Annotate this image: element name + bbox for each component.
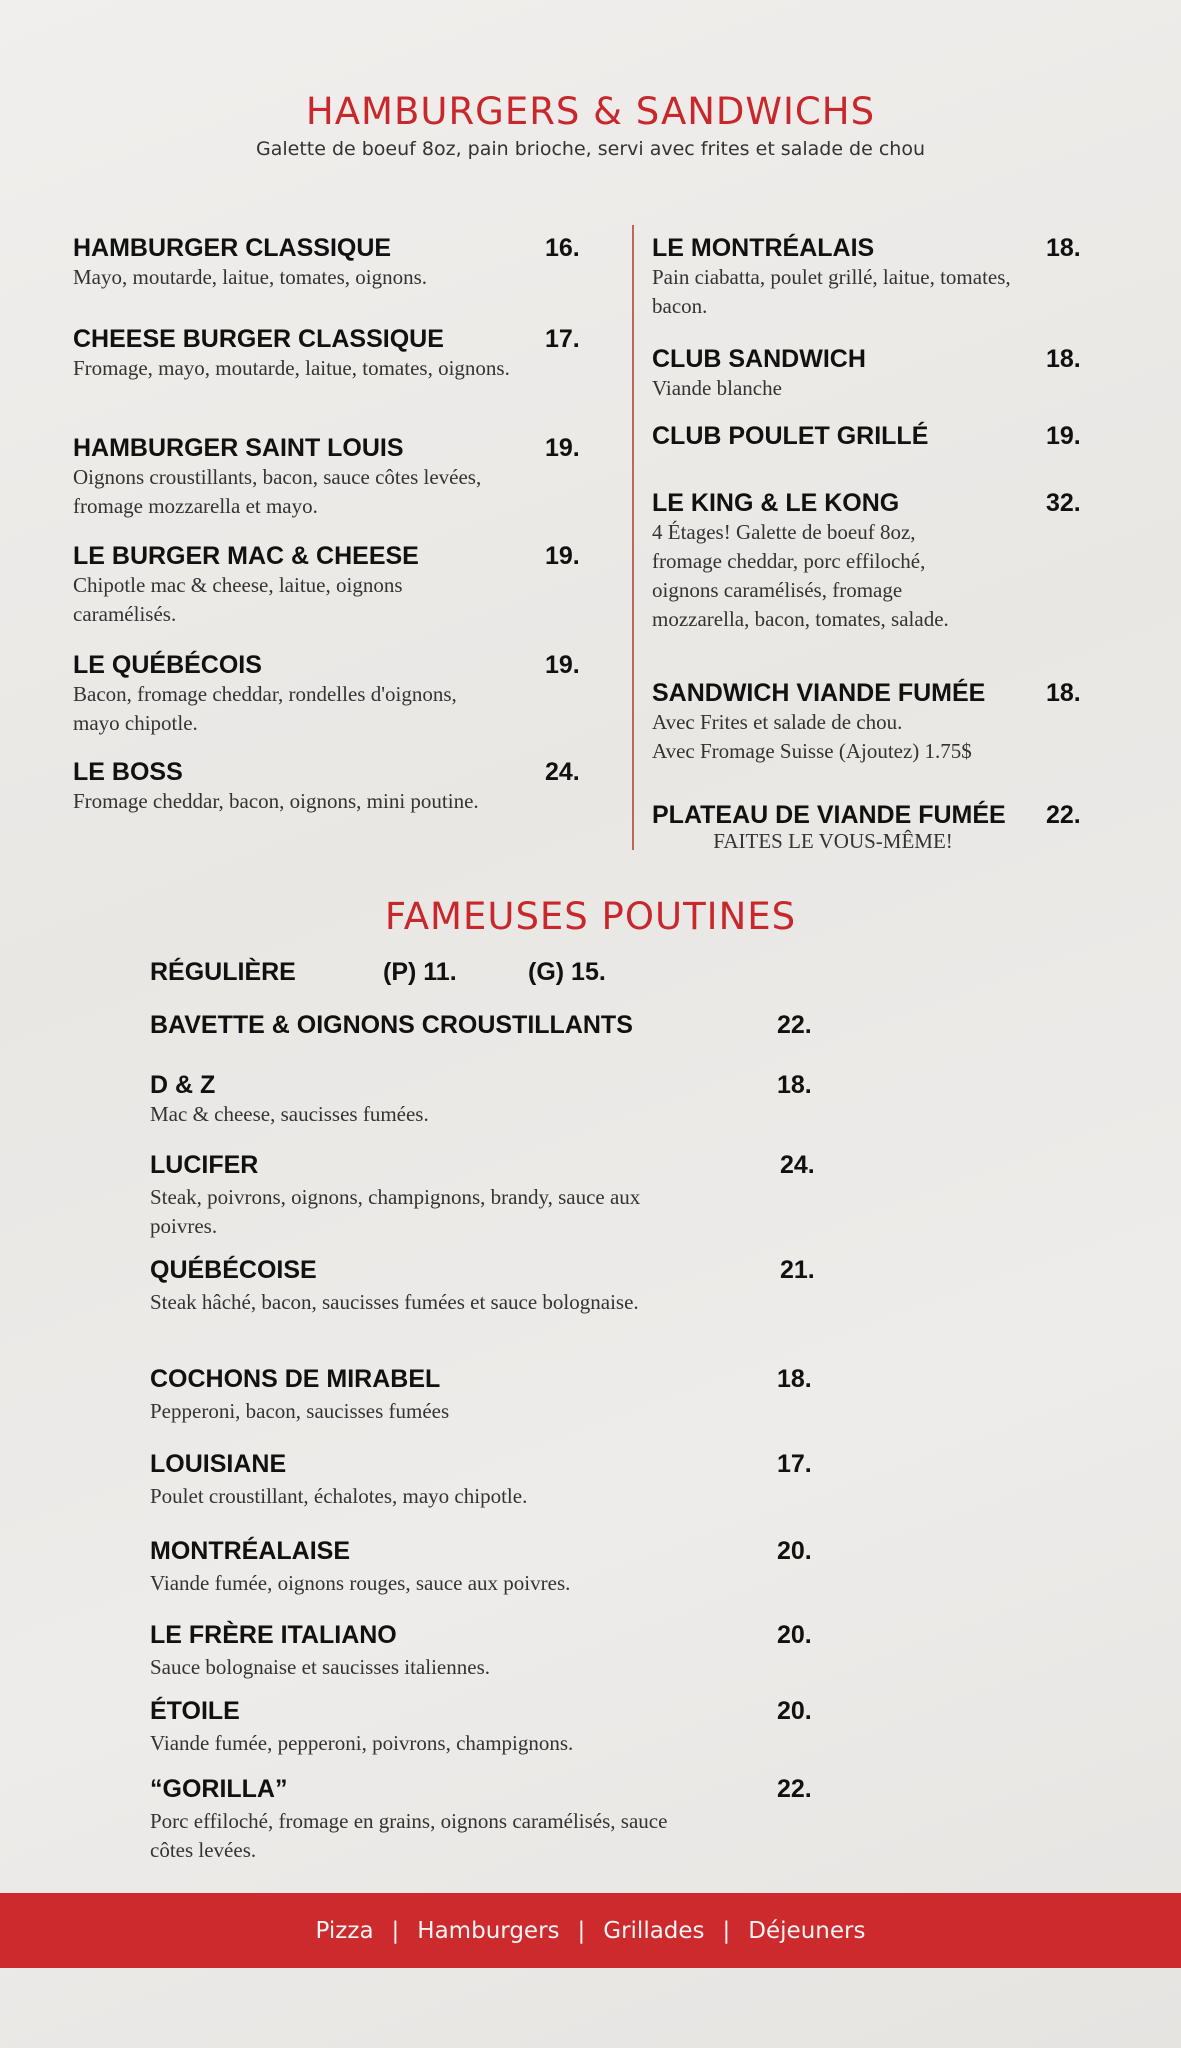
item-description: Fromage, mayo, moutarde, laitue, tomates, oignons. bbox=[73, 356, 510, 380]
menu-item-lucifer bbox=[150, 1150, 850, 1241]
item-description-extra: Avec Fromage Suisse (Ajoutez) 1.75$ bbox=[652, 739, 972, 763]
menu-item-montrealaise bbox=[150, 1536, 850, 1598]
item-description: Mac & cheese, saucisses fumées. bbox=[150, 1102, 429, 1126]
item-description: Mayo, moutarde, laitue, tomates, oignons. bbox=[73, 265, 428, 289]
item-name: LE MONTRÉALAIS bbox=[652, 234, 875, 262]
item-name: LE KING & LE KONG bbox=[652, 489, 900, 517]
item-price: 24. bbox=[780, 1151, 815, 1179]
menu-item-le-frere-italiano bbox=[150, 1620, 850, 1682]
item-name: COCHONS DE MIRABEL bbox=[150, 1365, 441, 1393]
item-price: 24. bbox=[545, 758, 580, 786]
menu-item-burger-mac-cheese bbox=[73, 541, 583, 629]
item-description: Bacon, fromage cheddar, rondelles d'oignons, mayo chipotle. bbox=[73, 682, 457, 735]
item-description: Avec Frites et salade de chou. bbox=[652, 710, 903, 734]
item-price-small: (P) 11. bbox=[383, 958, 457, 986]
item-name: CLUB POULET GRILLÉ bbox=[652, 422, 929, 450]
item-price: 32. bbox=[1046, 489, 1081, 517]
column-divider bbox=[632, 225, 634, 850]
item-price: 20. bbox=[777, 1537, 812, 1565]
item-price: 21. bbox=[780, 1256, 815, 1284]
menu-item-hamburger-classique bbox=[73, 233, 583, 292]
item-name: CHEESE BURGER CLASSIQUE bbox=[73, 325, 444, 353]
item-price: 16. bbox=[545, 234, 580, 262]
item-name: LUCIFER bbox=[150, 1151, 259, 1179]
item-price: 22. bbox=[1046, 801, 1081, 829]
menu-item-quebecoise bbox=[150, 1255, 850, 1317]
item-name: RÉGULIÈRE bbox=[150, 958, 296, 986]
item-price: 18. bbox=[1046, 345, 1081, 373]
item-price: 19. bbox=[545, 542, 580, 570]
item-name: HAMBURGER CLASSIQUE bbox=[73, 234, 392, 262]
item-name: LE QUÉBÉCOIS bbox=[73, 651, 262, 679]
item-description: Sauce bolognaise et saucisses italiennes. bbox=[150, 1655, 490, 1679]
item-name: SANDWICH VIANDE FUMÉE bbox=[652, 679, 986, 707]
item-name: ÉTOILE bbox=[150, 1697, 240, 1725]
item-description: Steak hâché, bacon, saucisses fumées et sauce bolognaise. bbox=[150, 1290, 639, 1314]
menu-item-le-boss bbox=[73, 757, 583, 816]
item-description: Steak, poivrons, oignons, champignons, brandy, sauce aux poivres. bbox=[150, 1185, 641, 1238]
menu-item-etoile bbox=[150, 1696, 850, 1758]
footer-separator: | bbox=[391, 1917, 400, 1944]
item-name: “GORILLA” bbox=[150, 1775, 288, 1803]
item-name: LE BOSS bbox=[73, 758, 183, 786]
item-name: LE FRÈRE ITALIANO bbox=[150, 1621, 397, 1649]
item-price: 19. bbox=[545, 434, 580, 462]
item-description: Porc effiloché, fromage en grains, oignons caramélisés, sauce côtes levées. bbox=[150, 1809, 668, 1862]
menu-item-cochons-de-mirabel bbox=[150, 1364, 850, 1426]
footer-nav-bar bbox=[0, 1893, 1181, 1968]
menu-item-plateau-viande-fumee bbox=[652, 800, 1162, 852]
item-description: Pain ciabatta, poulet grillé, laitue, tomates, bacon. bbox=[652, 265, 1011, 318]
item-description: Oignons croustillants, bacon, sauce côtes levées, fromage mozzarella et mayo. bbox=[73, 465, 482, 518]
item-price: 22. bbox=[777, 1775, 812, 1803]
item-description: FAITES LE VOUS-MÊME! bbox=[713, 829, 953, 853]
item-price: 18. bbox=[1046, 234, 1081, 262]
menu-item-gorilla bbox=[150, 1774, 850, 1865]
footer-link-pizza[interactable]: Pizza bbox=[315, 1917, 374, 1944]
item-price-large: (G) 15. bbox=[528, 958, 606, 986]
menu-item-reguliere bbox=[150, 957, 850, 987]
menu-item-king-kong bbox=[652, 488, 1162, 634]
item-name: LE BURGER MAC & CHEESE bbox=[73, 542, 419, 570]
item-name: CLUB SANDWICH bbox=[652, 345, 866, 373]
burgers-section-title: HAMBURGERS & SANDWICHS bbox=[305, 90, 876, 133]
item-name: PLATEAU DE VIANDE FUMÉE bbox=[652, 801, 1006, 829]
item-description: 4 Étages! Galette de boeuf 8oz, fromage cheddar, porc effiloché, oignons caramélisés, fromage mozzarella, bacon, tomates, salade. bbox=[652, 520, 949, 631]
item-description: Pepperoni, bacon, saucisses fumées bbox=[150, 1399, 450, 1423]
item-price: 20. bbox=[777, 1621, 812, 1649]
item-description: Poulet croustillant, échalotes, mayo chipotle. bbox=[150, 1484, 528, 1508]
footer-link-dejeuners[interactable]: Déjeuners bbox=[748, 1917, 866, 1944]
footer-separator: | bbox=[577, 1917, 586, 1944]
item-description: Fromage cheddar, bacon, oignons, mini poutine. bbox=[73, 789, 479, 813]
item-price: 19. bbox=[545, 651, 580, 679]
item-price: 18. bbox=[777, 1071, 812, 1099]
item-name: LOUISIANE bbox=[150, 1450, 287, 1478]
menu-item-louisiane bbox=[150, 1449, 850, 1511]
item-description: Viande fumée, pepperoni, poivrons, champignons. bbox=[150, 1731, 574, 1755]
burgers-subtitle: Galette de boeuf 8oz, pain brioche, servi avec frites et salade de chou bbox=[255, 138, 926, 160]
item-price: 18. bbox=[777, 1365, 812, 1393]
item-description: Viande fumée, oignons rouges, sauce aux poivres. bbox=[150, 1571, 571, 1595]
footer-link-hamburgers[interactable]: Hamburgers bbox=[417, 1917, 560, 1944]
footer-separator: | bbox=[722, 1917, 731, 1944]
item-price: 17. bbox=[545, 325, 580, 353]
menu-item-hamburger-saint-louis bbox=[73, 433, 583, 521]
menu-item-d-z bbox=[150, 1070, 850, 1129]
menu-item-le-quebecois bbox=[73, 650, 583, 738]
item-description: Viande blanche bbox=[652, 376, 782, 400]
menu-item-club-poulet-grille bbox=[652, 421, 1162, 451]
item-name: QUÉBÉCOISE bbox=[150, 1256, 317, 1284]
footer-link-grillades[interactable]: Grillades bbox=[603, 1917, 705, 1944]
menu-item-le-montrealais bbox=[652, 233, 1162, 321]
item-description: Chipotle mac & cheese, laitue, oignons caramélisés. bbox=[73, 573, 403, 626]
menu-item-sandwich-viande-fumee bbox=[652, 678, 1162, 766]
item-price: 18. bbox=[1046, 679, 1081, 707]
item-name: D & Z bbox=[150, 1071, 216, 1099]
item-price: 19. bbox=[1046, 422, 1081, 450]
item-name: MONTRÉALAISE bbox=[150, 1537, 350, 1565]
menu-item-club-sandwich bbox=[652, 344, 1162, 403]
poutines-section-title: FAMEUSES POUTINES bbox=[384, 895, 797, 938]
item-price: 17. bbox=[777, 1450, 812, 1478]
item-name: HAMBURGER SAINT LOUIS bbox=[73, 434, 404, 462]
item-price: 22. bbox=[777, 1011, 812, 1039]
item-price: 20. bbox=[777, 1697, 812, 1725]
menu-item-cheese-burger bbox=[73, 324, 583, 383]
menu-item-bavette bbox=[150, 1010, 850, 1040]
item-name: BAVETTE & OIGNONS CROUSTILLANTS bbox=[150, 1011, 633, 1039]
